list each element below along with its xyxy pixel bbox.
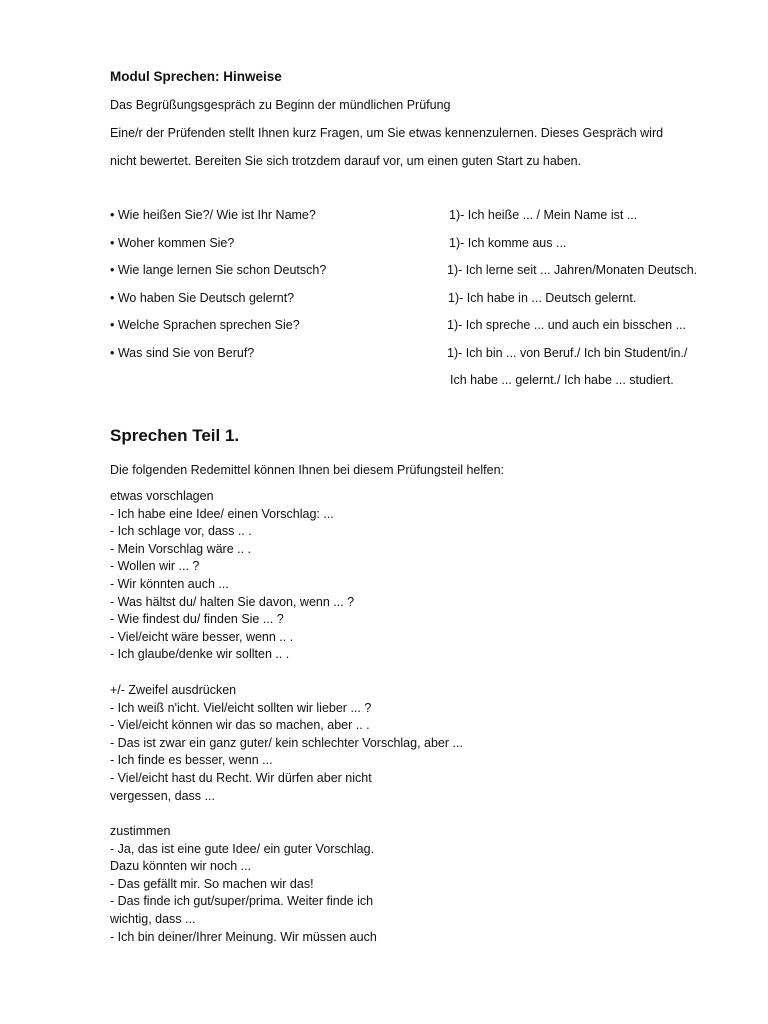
phrase-line: - Das ist zwar ein ganz guter/ kein schlechter Vorschlag, aber ... [110,735,463,750]
qa-row [110,235,730,253]
intro-line-1: Eine/r der Prüfenden stellt Ihnen kurz Fragen, um Sie etwas kennenzulernen. Dieses Gespräch wird [110,126,664,140]
section-heading: Sprechen Teil 1. [110,426,240,445]
qa-answer: 1)- Ich lerne seit ... Jahren/Monaten Deutsch. [447,263,698,277]
section-intro: Die folgenden Redemittel können Ihnen bei diesem Prüfungsteil helfen: [110,463,505,477]
qa-answer-continuation: Ich habe ... gelernt./ Ich habe ... studiert. [450,373,674,387]
document-subtitle: Das Begrüßungsgespräch zu Beginn der mündlichen Prüfung [110,98,451,112]
qa-answer: 1)- Ich bin ... von Beruf./ Ich bin Student/in./ [447,346,688,360]
qa-question: • Welche Sprachen sprechen Sie? [110,318,300,332]
phrase-group-doubt [110,682,463,805]
phrase-line: - Ich finde es besser, wenn ... [110,753,273,768]
phrase-line: - Ich weiß n'icht. Viel/eicht sollten wir lieber ... ? [110,700,372,715]
qa-row [110,290,730,308]
phrase-line: - Viel/eicht können wir das so machen, aber .. . [110,718,370,733]
qa-answer: 1)- Ich komme aus ... [449,236,567,250]
phrase-line: - Was hältst du/ halten Sie davon, wenn ... ? [110,594,355,609]
qa-question: • Wo haben Sie Deutsch gelernt? [110,291,295,305]
phrase-line: Dazu könnten wir noch ... [110,859,252,874]
phrase-line: - Wir könnten auch ... [110,576,229,591]
qa-answer: 1)- Ich heiße ... / Mein Name ist ... [449,208,638,222]
qa-question: • Was sind Sie von Beruf? [110,346,255,360]
qa-question: • Woher kommen Sie? [110,236,235,250]
phrase-line: - Ich habe eine Idee/ einen Vorschlag: ... [110,506,334,521]
phrase-line: - Wie findest du/ finden Sie ... ? [110,612,284,627]
qa-question: • Wie heißen Sie?/ Wie ist Ihr Name? [110,208,316,222]
phrase-line: - Ja, das ist eine gute Idee/ ein guter Vorschlag. [110,841,375,856]
intro-line-2: nicht bewertet. Bereiten Sie sich trotzdem darauf vor, um einen guten Start zu haben. [110,154,582,168]
phrase-line: - Wollen wir ... ? [110,559,200,574]
phrase-line: - Mein Vorschlag wäre .. . [110,541,252,556]
phrase-group-agree [110,823,377,946]
qa-row [110,345,730,363]
phrase-line: - Viel/eicht wäre besser, wenn .. . [110,629,294,644]
phrase-group-suggest [110,488,354,664]
phrase-line: - Das finde ich gut/super/prima. Weiter finde ich [110,894,374,909]
phrase-line: - Ich bin deiner/Ihrer Meinung. Wir müssen auch [110,929,377,944]
phrase-group-heading: +/- Zweifel ausdrücken [110,683,237,697]
phrase-line: - Ich glaube/denke wir sollten .. . [110,647,290,662]
phrase-line: vergessen, dass ... [110,788,215,803]
qa-question: • Wie lange lernen Sie schon Deutsch? [110,263,327,277]
phrase-line: - Das gefällt mir. So machen wir das! [110,876,314,891]
phrase-group-heading: zustimmen [110,824,171,838]
phrase-line: - Viel/eicht hast du Recht. Wir dürfen aber nicht [110,770,372,785]
qa-row [110,262,730,280]
qa-row [110,207,730,225]
document-title: Modul Sprechen: Hinweise [110,69,282,84]
phrase-line: - Ich schlage vor, dass .. . [110,524,252,539]
phrase-group-heading: etwas vorschlagen [110,489,214,503]
qa-answer: 1)- Ich spreche ... und auch ein bisschen ... [447,318,687,332]
qa-row [110,317,730,335]
phrase-line: wichtig, dass ... [110,911,196,926]
qa-answer: 1)- Ich habe in ... Deutsch gelernt. [448,291,637,305]
